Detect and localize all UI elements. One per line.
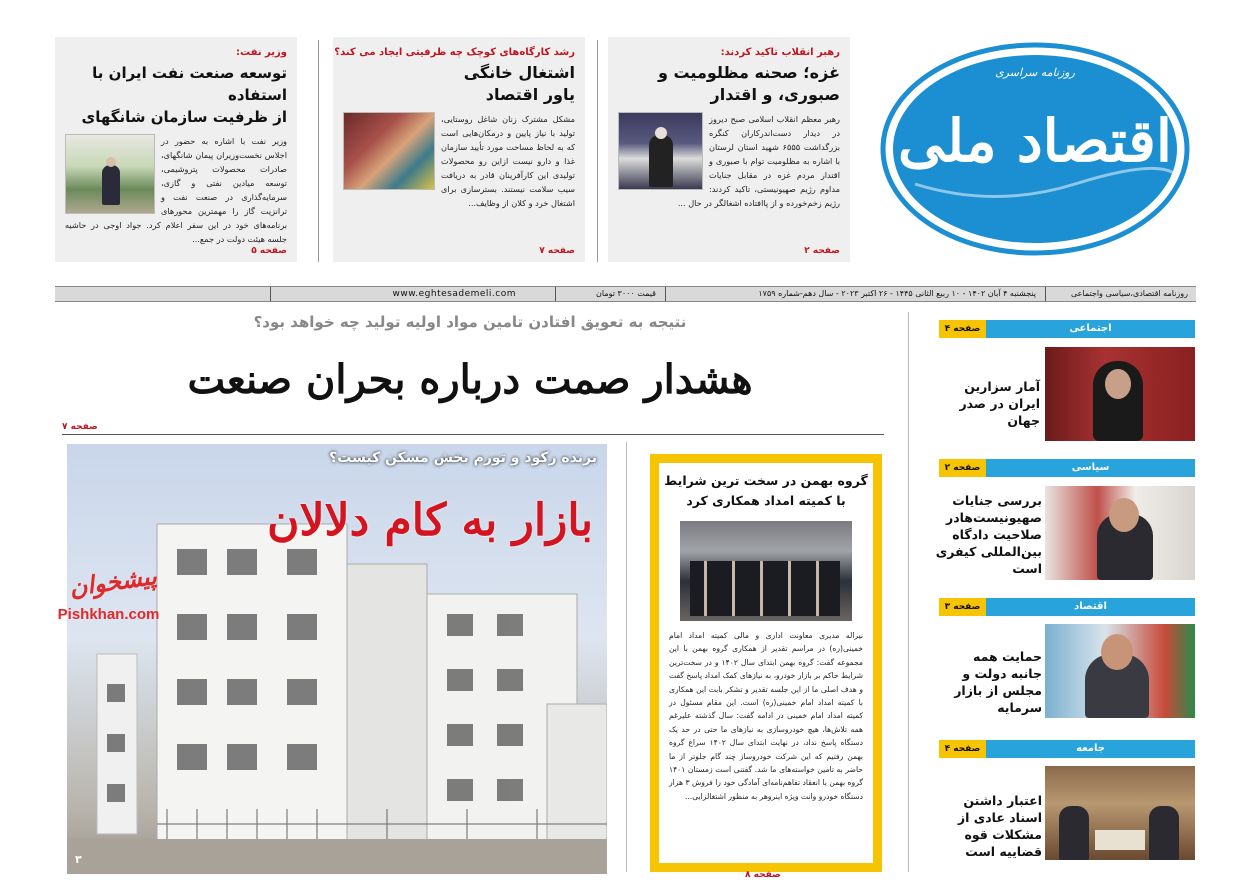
masthead-logo-text: اقتصاد ملی — [898, 107, 1172, 175]
teaser-body: رهبر معظم انقلاب اسلامی صبح دیروز در دیدار دست‌اندرکاران کنگره بزرگداشت ۶۵۵۵ شهید استان لرستان با اشاره به مظلومیت توام با صبوری و اقتدار مردم غزه در مقابل جنایات مداوم رژیم صهیونیستی، تاکید کردند: رژیم زخم‌خورده و از پاافتاده اشغالگر در حال ... — [618, 112, 840, 210]
lead-page-ref[interactable]: صفحه ۷ — [62, 422, 98, 432]
teaser-title: توسعه صنعت نفت ایران با استفاده از ظرفیت سازمان شانگهای — [81, 64, 287, 126]
photo-corner-number: ۳ — [75, 853, 82, 866]
feature-kicker: برنده رکود و تورم بخش مسکن کیست؟ — [329, 450, 597, 466]
teaser-kicker: وزیر نفت: — [236, 47, 287, 58]
teaser-page-ref[interactable]: صفحه ۲ — [804, 246, 840, 256]
teaser-kicker: رشد کارگاه‌های کوچک چه ظرفیتی ایجاد می کند؟ — [334, 47, 575, 58]
boxed-page-ref[interactable]: صفحه ۸ — [745, 870, 781, 880]
feature-headline[interactable]: بازار به کام دلالان — [267, 495, 593, 546]
oil-minister-photo — [65, 134, 155, 214]
sidebar-page-ref[interactable]: صفحه ۴ — [939, 740, 986, 758]
dateline: پنجشنبه ۴ آبان ۱۴۰۲ - ۱۰ ربیع الثانی ۱۴۴۵ - ۲۶ اکتبر ۲۰۲۳ - سال دهم-شماره ۱۷۵۹ — [758, 289, 1036, 298]
separator — [555, 287, 556, 301]
boxed-body: نیراله مدیری معاونت اداری و مالی کمیته امداد امام خمینی(ره) در مراسم تقدیر از همکاری گروه بهمن با این مجموعه گفت: گروه بهمن ابتدای سال ۱۴۰۲ و در سخت‌ترین شرایط حاکم بر بازار خودرو، به نیازهای کمک امداد پاسخ گفت و هدف اصلی ما از این جلسه تقدیر و تشکر بابت این همکاری با کمیته امداد امام خمینی(ره) است. این مقام مسئول در کمیته امداد امام خمینی در ادامه گفت: سال گذشته علیرغم همه تلاش‌ها، هیچ خودروسازی به نیازهای ما حتی در حد یک دستگاه پاسخ نداد، در نهایت ابتدای سال ۱۴۰۲ سراغ گروه بهمن رفتیم که این شرکت خودروساز چند گام جلوتر از ما حاضر به تامین خواسته‌های ما شد. گفتنی است زمستان ۱۴۰۱ گروه بهمن با انعقاد تفاهم‌نامه‌ای آمادگی خود را فروش ۳ هزار دستگاه خودرو وانت ویژه اینروهر به منظور اشتغالزایی... — [669, 631, 864, 801]
sidebar-photo-social — [1045, 347, 1195, 441]
boxed-story[interactable] — [650, 454, 882, 872]
teaser-title: غزه؛ صحنه مظلومیت و صبوری، و اقتدار — [657, 63, 840, 104]
column-divider — [908, 312, 909, 872]
lead-headline[interactable]: هشدار صمت درباره بحران صنعت — [187, 356, 753, 403]
divider — [597, 40, 598, 262]
masthead — [875, 34, 1195, 264]
website-link[interactable]: www.eghtesademeli.com — [392, 289, 516, 299]
divider — [318, 40, 319, 262]
sidebar-title[interactable]: اعتبار داشتن اسناد عادی از مشکلات قوه قضاییه است — [957, 793, 1042, 859]
teaser-page-ref[interactable]: صفحه ۷ — [539, 246, 575, 256]
teaser-gaza[interactable] — [608, 37, 850, 262]
publication-type: روزنامه اقتصادی،سیاسی واجتماعی — [1070, 289, 1188, 298]
sidebar-title[interactable]: حمایت همه جانبه دولت و مجلس از بازار سرمایه — [954, 649, 1042, 715]
separator — [665, 287, 666, 301]
info-bar — [55, 286, 1196, 302]
teaser-title: اشتغال خانگی یاور اقتصاد — [463, 63, 575, 104]
sidebar-section-social[interactable]: اجتماعی — [986, 320, 1195, 338]
watermark-url: Pishkhan.com — [57, 606, 160, 623]
housing-photo[interactable] — [67, 444, 607, 874]
sidebar-page-ref[interactable]: صفحه ۴ — [939, 320, 986, 338]
teaser-page-ref[interactable]: صفحه ۵ — [251, 246, 287, 256]
sidebar-section-economy[interactable]: اقتصاد — [986, 598, 1195, 616]
teaser-home-jobs[interactable] — [333, 37, 585, 262]
teaser-body: مشکل مشترک زنان شاغل روستایی، تولید با نیاز پایین و درمکان‌هایی است که به لحاظ مساحت مورد تأیید سازمان غذا و دارو نیست ازاین رو محصولات تولیدی این کارآفرینان قادر به دریافت سیب سلامت نیستند. بسترسازی برای اشتغال خرد و کلان از وظایف... — [343, 112, 575, 210]
separator — [1045, 287, 1046, 301]
price: قیمت ۳۰۰۰ تومان — [596, 289, 656, 298]
teaser-kicker: رهبر انقلاب تاکید کردند: — [720, 47, 840, 58]
sidebar-photo-society — [1045, 766, 1195, 860]
sidebar-title[interactable]: بررسی جنایات صهیونیست‌هادر صلاحیت دادگاه بین‌المللی کیفری است — [935, 493, 1042, 576]
masthead-tagline: روزنامه سراسری — [995, 66, 1075, 79]
sidebar-photo-politics — [1045, 486, 1195, 580]
separator — [270, 287, 271, 301]
boxed-title: گروه بهمن در سخت ترین شرایط با کمیته امداد همکاری کرد — [664, 473, 868, 508]
column-divider — [626, 442, 627, 872]
teaser-oil[interactable] — [55, 37, 297, 262]
sidebar-page-ref[interactable]: صفحه ۳ — [939, 598, 986, 616]
teaser-body: وزیر نفت با اشاره به حضور در اجلاس نخست‌وزیران پیمان شانگهای، صادرات محصولات پتروشیمی، توسعه میادین نفتی و گازی، سرمایه‌گذاری در صنعت نفت و ترانزیت گاز را مهمترین محورهای برنامه‌های خود در این سفر اعلام کرد. جواد اوجی در حاشیه جلسه هیئت دولت در جمع... — [65, 136, 287, 244]
sidebar-photo-economy — [1045, 624, 1195, 718]
sidebar-page-ref[interactable]: صفحه ۲ — [939, 459, 986, 477]
lead-rule — [62, 434, 884, 435]
weaving-photo — [343, 112, 435, 190]
watermark-brand: پیشخوان — [67, 562, 159, 602]
sidebar-title[interactable]: آمار سزارین ایران در صدر جهان — [959, 379, 1040, 428]
leader-photo — [618, 112, 703, 190]
sidebar-section-politics[interactable]: سیاسی — [986, 459, 1195, 477]
sidebar-section-society[interactable]: جامعه — [986, 740, 1195, 758]
boxed-photo — [680, 521, 852, 621]
lead-kicker: نتیجه به تعویق افتادن تامین مواد اولیه تولید چه خواهد بود؟ — [253, 313, 687, 331]
